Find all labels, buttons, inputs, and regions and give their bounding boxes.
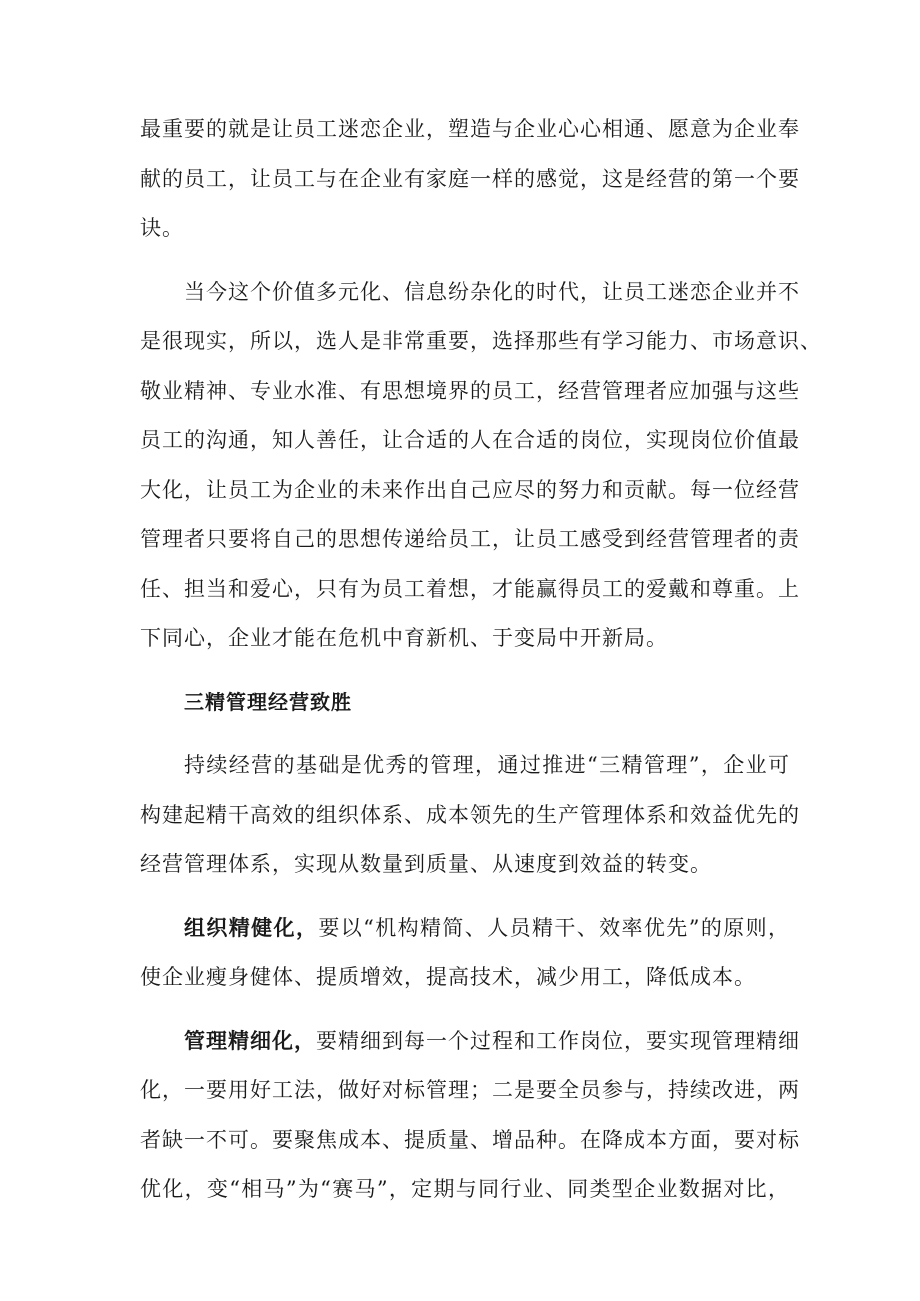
section-heading: 三精管理经营致胜: [184, 689, 352, 714]
text-line: 管理者只要将自己的思想传递给员工，让员工感受到经营管理者的责: [140, 527, 800, 551]
line-rest: 要以“机构精简、人员精干、效率优先”的原则，: [318, 915, 790, 940]
text-line: 献的员工，让员工与在企业有家庭一样的感觉，这是经营的第一个要: [140, 166, 800, 191]
text-line: 优化，变“相马”为“赛马”，定期与同行业、同类型企业数据对比，: [140, 1177, 790, 1201]
paragraph-1: [140, 105, 800, 254]
text-line: 使企业瘦身健体、提质增效，提高技术，减少用工，降低成本。: [140, 965, 756, 989]
paragraph-gap: [140, 254, 790, 268]
text-line: 下同心，企业才能在危机中育新机、于变局中开新局。: [140, 626, 668, 650]
paragraph-4: [140, 904, 790, 1003]
text-line: [140, 904, 790, 954]
text-line: 者缺一不可。要聚焦成本、提质量、增品种。在降成本方面，要对标: [140, 1127, 800, 1152]
paragraph-5: [140, 1017, 800, 1215]
document-page: [140, 105, 822, 1215]
line-rest: 要精细到每一个过程和工作岗位，要实现管理精细: [316, 1028, 800, 1053]
lead-term: 管理精细化，: [184, 1028, 316, 1053]
paragraph-gap: [140, 890, 790, 904]
text-line: 经营管理体系，实现从数量到质量、从速度到效益的转变。: [140, 852, 712, 876]
text-line: 员工的沟通，知人善任，让合适的人在合适的岗位，实现岗位价值最: [140, 428, 800, 452]
text-line: 持续经营的基础是优秀的管理，通过推进“三精管理”，企业可: [184, 753, 790, 777]
text-line: 最重要的就是让员工迷恋企业，塑造与企业心心相通、愿意为企业奉: [140, 117, 800, 141]
paragraph-2: [140, 268, 822, 664]
text-line: [140, 1017, 800, 1067]
text-line: 当今这个价值多元化、信息纷杂化的时代，让员工迷恋企业并不: [184, 279, 800, 304]
text-line: 敬业精神、专业水准、有思想境界的员工，经营管理者应加强与这些: [140, 378, 800, 403]
paragraph-gap: [140, 1003, 790, 1017]
text-line: 诀。: [140, 216, 184, 240]
paragraph-3: [140, 741, 800, 890]
text-line: 大化，让员工为企业的未来作出自己应尽的努力和贡献。每一位经营: [140, 477, 800, 502]
text-line: 是很现实，所以，选人是非常重要，选择那些有学习能力、市场意识、: [140, 329, 822, 353]
text-line: 构建起精干高效的组织体系、成本领先的生产管理体系和效益优先的: [140, 802, 800, 827]
text-line: 化，一要用好工法，做好对标管理；二是要全员参与，持续改进，两: [140, 1078, 800, 1102]
lead-term: 组织精健化，: [184, 915, 319, 940]
paragraph-gap: [140, 727, 790, 741]
text-line: 任、担当和爱心，只有为员工着想，才能赢得员工的爱戴和尊重。上: [140, 576, 800, 601]
paragraph-gap: [140, 664, 790, 678]
